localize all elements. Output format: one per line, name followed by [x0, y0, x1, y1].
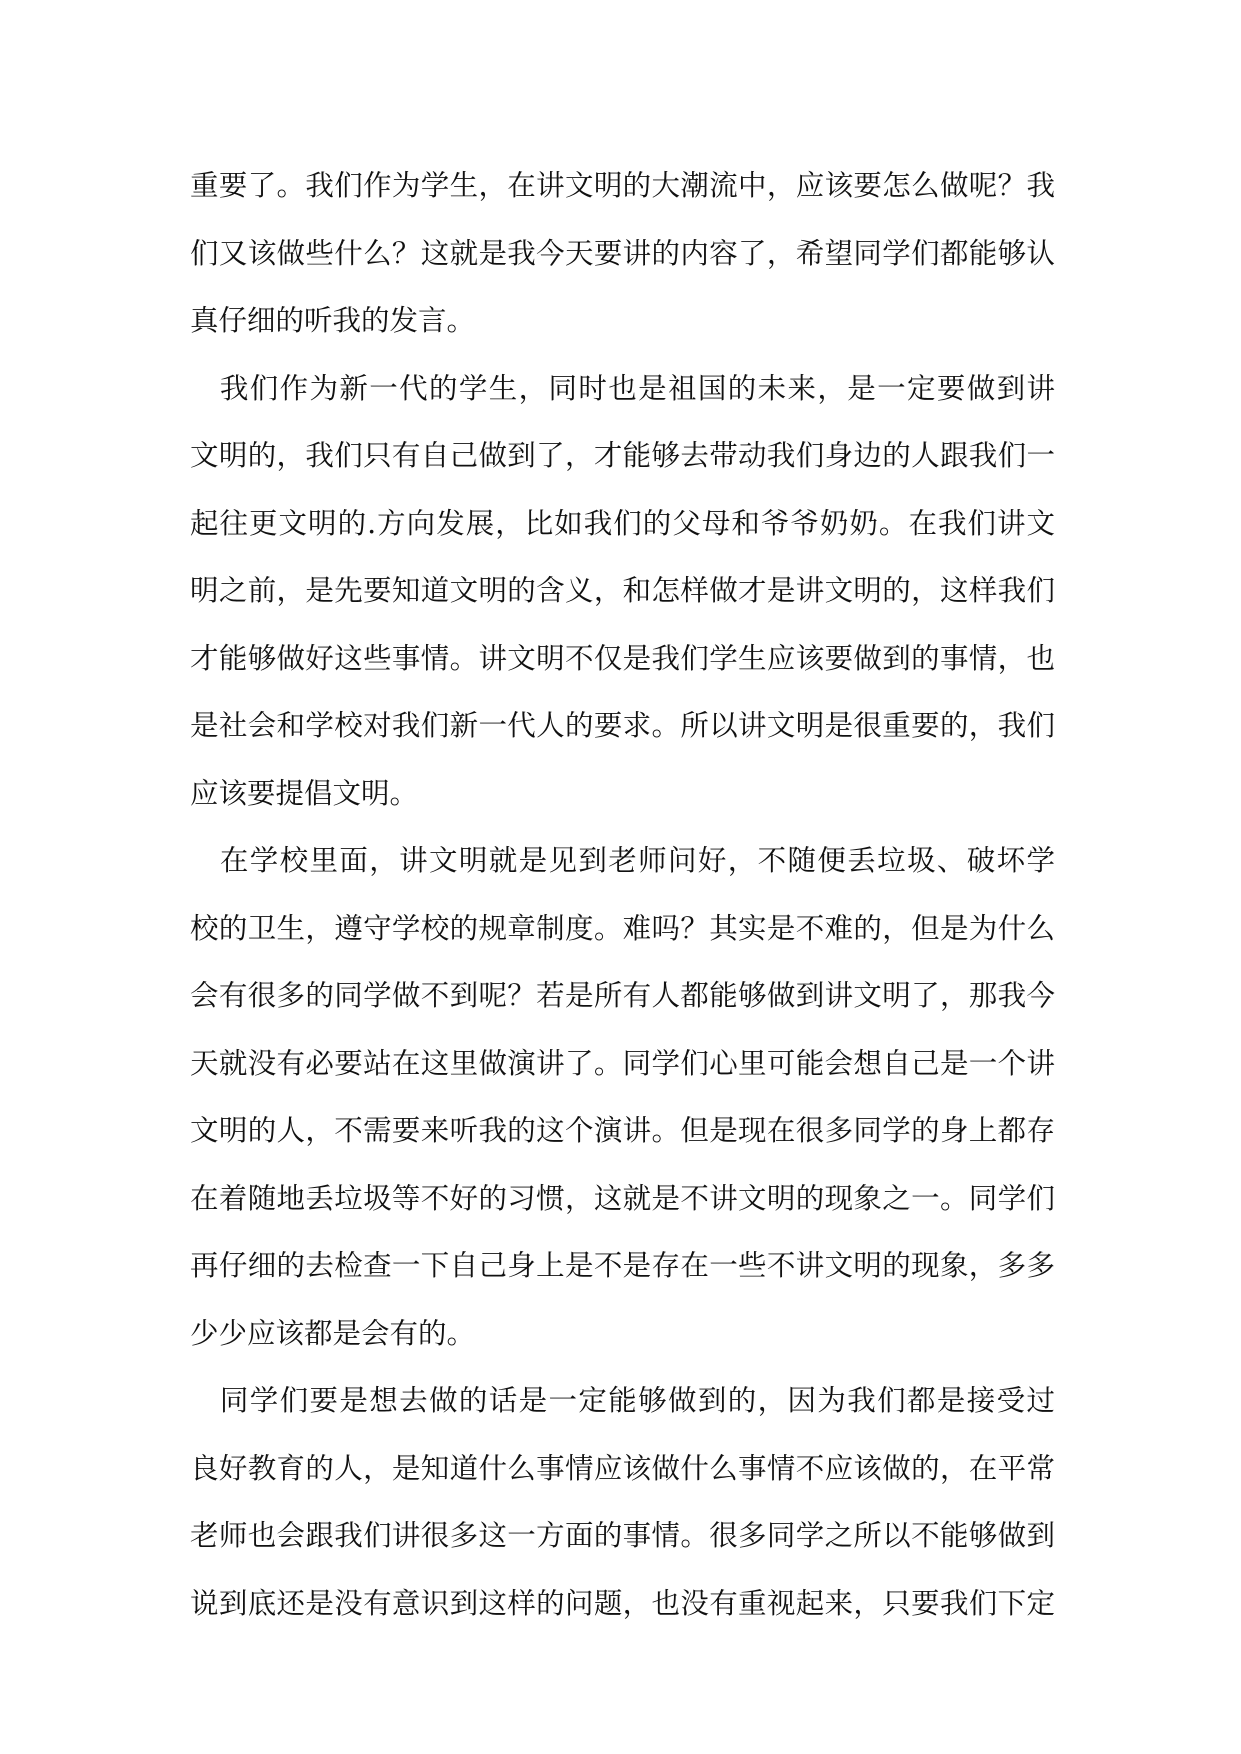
text-line: 重要了。我们作为学生，在讲文明的大潮流中，应该要怎么做呢？我: [190, 169, 1055, 202]
text-line: 在学校里面，讲文明就是见到老师问好，不随便丢垃圾、破坏学: [190, 844, 1055, 877]
text-line: 是社会和学校对我们新一代人的要求。所以讲文明是很重要的，我们: [190, 709, 1055, 742]
text-line: 在着随地丢垃圾等不好的习惯，这就是不讲文明的现象之一。同学们: [190, 1181, 1055, 1215]
text-line: 明之前，是先要知道文明的含义，和怎样做才是讲文明的，这样我们: [190, 574, 1055, 607]
document-body: [190, 152, 1055, 1637]
text-line: 老师也会跟我们讲很多这一方面的事情。很多同学之所以不能够做到: [190, 1519, 1055, 1552]
text-line: 起往更文明的.方向发展，比如我们的父母和爷爷奶奶。在我们讲文: [190, 506, 1055, 540]
text-line: 说到底还是没有意识到这样的问题，也没有重视起来，只要我们下定: [190, 1586, 1055, 1620]
text-line: 会有很多的同学做不到呢？若是所有人都能够做到讲文明了，那我今: [190, 979, 1055, 1012]
paragraph-3: [190, 827, 1055, 1367]
text-line: 我们作为新一代的学生，同时也是祖国的未来，是一定要做到讲: [190, 371, 1055, 405]
text-line: 同学们要是想去做的话是一定能够做到的，因为我们都是接受过: [190, 1384, 1055, 1417]
paragraph-4: [190, 1367, 1055, 1637]
text-line: 校的卫生，遵守学校的规章制度。难吗？其实是不难的，但是为什么: [190, 911, 1055, 945]
text-line: 再仔细的去检查一下自己身上是不是存在一些不讲文明的现象，多多: [190, 1249, 1055, 1282]
text-line: 真仔细的听我的发言。: [190, 304, 476, 337]
paragraph-2: [190, 355, 1055, 828]
text-line: 文明的人，不需要来听我的这个演讲。但是现在很多同学的身上都存: [190, 1114, 1055, 1147]
text-line: 良好教育的人，是知道什么事情应该做什么事情不应该做的，在平常: [190, 1451, 1055, 1485]
text-line: 少少应该都是会有的。: [190, 1316, 476, 1350]
text-line: 才能够做好这些事情。讲文明不仅是我们学生应该要做到的事情，也: [190, 641, 1055, 675]
text-line: 应该要提倡文明。: [190, 776, 419, 810]
text-line: 文明的，我们只有自己做到了，才能够去带动我们身边的人跟我们一: [190, 439, 1055, 472]
text-line: 天就没有必要站在这里做演讲了。同学们心里可能会想自己是一个讲: [190, 1046, 1055, 1080]
text-line: 们又该做些什么？这就是我今天要讲的内容了，希望同学们都能够认: [190, 236, 1055, 270]
paragraph-1: [190, 152, 1055, 355]
